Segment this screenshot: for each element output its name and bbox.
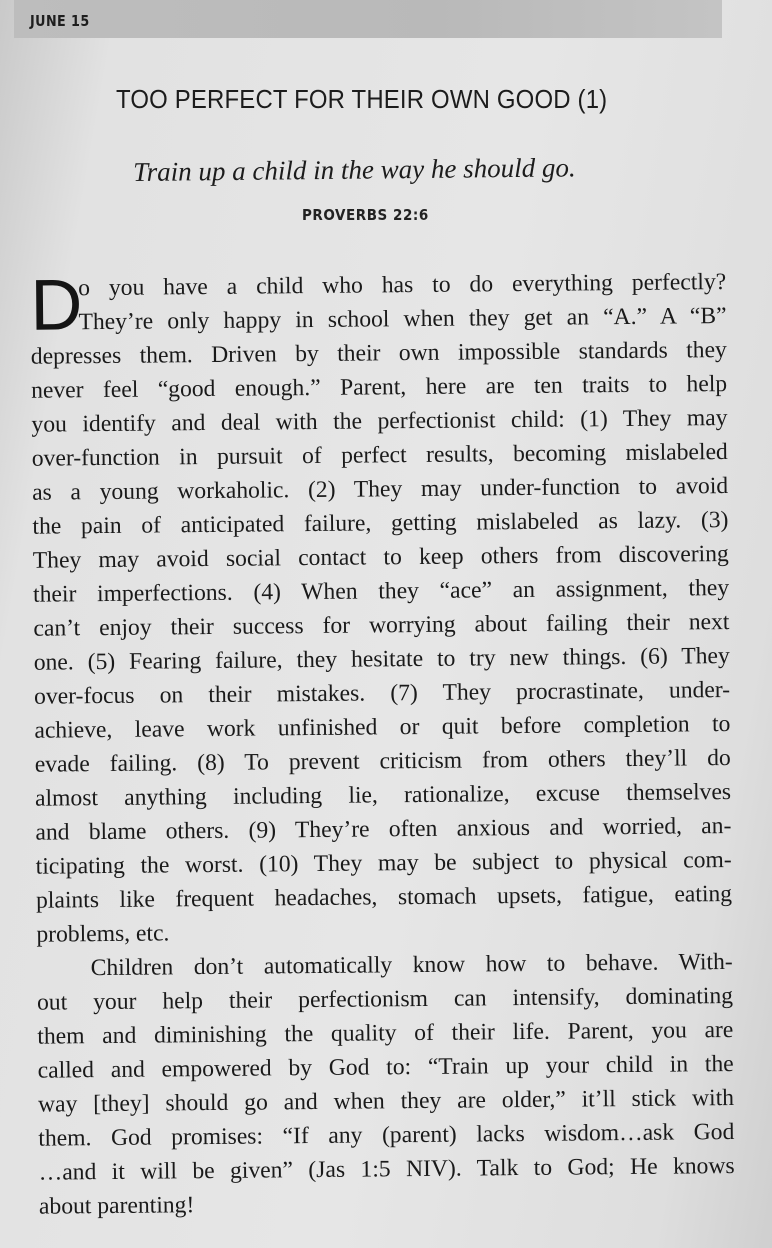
date-header-bar [14, 0, 722, 38]
body-line: the pain of anticipated failure, getting mislabeled as lazy. (3) [32, 507, 729, 540]
body-line: as a young workaholic. (2) They may under-function to avoid [32, 473, 729, 506]
body-line: never feel “good enough.” Parent, here are ten traits to help [31, 371, 728, 404]
body-line: over-focus on their mistakes. (7) They procrastinate, under- [33, 677, 731, 710]
body-line: Children don’t automatically know how to behave. With- [90, 948, 733, 982]
body-line: you identify and deal with the perfectionist child: (1) They may [31, 405, 728, 438]
body-line: They’re only happy in school when they get an “A.” A “B” [78, 303, 727, 336]
body-line: about parenting! [38, 1192, 195, 1220]
body-line: them. God promises: “If any (parent) lacks wisdom…ask God [38, 1118, 735, 1152]
body-line: almost anything including lie, rationalize, excuse themselves [34, 779, 732, 812]
body-line: over-function in pursuit of perfect results, becoming mislabeled [31, 439, 728, 472]
body-line: …and it will be given” (Jas 1:5 NIV). Talk to God; He knows [38, 1152, 735, 1186]
body-line: problems, etc. [36, 920, 170, 948]
body-line: achieve, leave work unfinished or quit before completion to [34, 711, 731, 744]
body-line: o you have a child who has to do everything perfectly? [78, 269, 727, 302]
body-line: evade failing. (8) To prevent criticism from others they’ll do [34, 745, 731, 778]
body-line: depresses them. Driven by their own impossible standards they [30, 337, 727, 370]
body-line: can’t enjoy their success for worrying about failing their next [33, 609, 730, 642]
body-line: out your help their perfectionism can intensify, dominating [36, 982, 734, 1016]
body-line: their imperfections. (4) When they “ace” an assignment, they [32, 575, 730, 608]
body-line: and blame others. (9) They’re often anxious and worried, an- [35, 813, 732, 846]
scripture-verse: Train up a child in the way he should go. [133, 152, 576, 187]
body-line: They may avoid social contact to keep others from discovering [32, 541, 729, 574]
body-line: plaints like frequent headaches, stomach upsets, fatigue, eating [35, 881, 733, 914]
page-date: JUNE 15 [30, 12, 90, 30]
body-line: ticipating the worst. (10) They may be subject to physical com- [35, 847, 732, 880]
body-line: them and diminishing the quality of their life. Parent, you are [37, 1016, 734, 1050]
body-line: way [they] should go and when they are older,” it’ll stick with [37, 1084, 735, 1118]
body-line: one. (5) Fearing failure, they hesitate to try new things. (6) They [33, 643, 730, 676]
body-line: called and empowered by God to: “Train up your child in the [37, 1050, 734, 1084]
drop-cap: D [29, 265, 83, 346]
devotion-title: TOO PERFECT FOR THEIR OWN GOOD (1) [116, 84, 608, 114]
body-text [0, 263, 772, 1220]
scripture-reference: PROVERBS 22:6 [302, 206, 429, 224]
